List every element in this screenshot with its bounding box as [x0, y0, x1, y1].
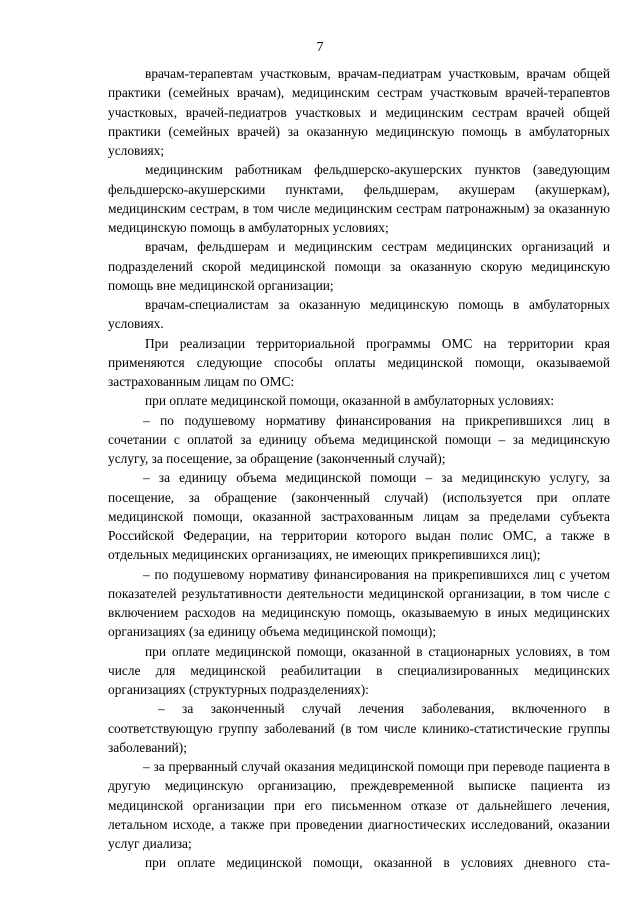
paragraph-feldsher-points: медицинским работникам фельдшерско-акушерских пунктов (заведующим фельдшерско-акушерскими пунктами, фельдшерам, акушерам (акушеркам), медицинским сестрам, в том числе медицинским сестрам патронажным) за оказанную медицинскую помощь в амбулаторных условиях;	[108, 162, 610, 235]
paragraph-inpatient-heading: при оплате медицинской помощи, оказанной в стационарных условиях, в том числе для медицинской реабилитации в специализированных медицинских организациях (структурных подразделениях):	[108, 643, 610, 697]
paragraph-payment-methods-intro: При реализации территориальной программы ОМС на территории края применяются следующие способы оплаты медицинской помощи, оказываемой застрахованным лицам по ОМС:	[108, 335, 610, 389]
list-item-completed-case: – за законченный случай лечения заболевания, включенного в соответствующую группу заболеваний (в том числе клинико-статистические группы заболеваний);	[108, 701, 610, 755]
document-body	[108, 64, 610, 873]
page-number: 7	[316, 40, 324, 55]
list-item-per-capita-combined: – по подушевому нормативу финансирования на прикрепившихся лиц в сочетании с оплатой за единицу объема медицинской помощи – за медицинскую услугу, за посещение, за обращение (законченный случай);	[108, 412, 610, 466]
list-item-per-capita-performance: – по подушевому нормативу финансирования на прикрепившихся лиц с учетом показателей результативности деятельности медицинской организации, в том числе с включением расходов на медицинскую помощь, оказываемую в иных медицинских организациях (за единицу объема медицинской помощи);	[108, 566, 610, 640]
paragraph-doctors-district: врачам-терапевтам участковым, врачам-педиатрам участковым, врачам общей практики (семейных врачам), медицинским сестрам участковым врачей-терапевтов участковых, врачей-педиатров участковых и медицинским сестрам врачей общей практики (семейных врачей) за оказанную медицинскую помощь в амбулаторных условиях;	[108, 66, 610, 158]
list-item-interrupted-case: – за прерванный случай оказания медицинской помощи при переводе пациента в другую медицинскую организацию, преждевременной выписке пациента из медицинской организации при его письменном отказе от дальнейшего лечения, летальном исходе, а также при проведении диагностических исследований, оказании услуг диализа;	[108, 759, 610, 851]
paragraph-outpatient-heading: при оплате медицинской помощи, оказанной в амбулаторных условиях:	[145, 393, 555, 409]
list-item-per-unit-volume: – за единицу объема медицинской помощи – за медицинскую услугу, за посещение, за обращение (законченный случай) (используется при оплате медицинской помощи, оказанной застрахованным лицам за пределами субъекта Российской Федерации, на территории которого выдан полис ОМС, а также в отдельных медицинских организациях, не имеющих прикрепившихся лиц);	[108, 470, 610, 563]
paragraph-day-hospital: при оплате медицинской помощи, оказанной в условиях дневного ста-	[145, 855, 610, 871]
paragraph-specialists: врачам-специалистам за оказанную медицинскую помощь в амбулаторных условиях.	[108, 297, 610, 332]
paragraph-emergency-staff: врачам, фельдшерам и медицинским сестрам медицинских организаций и подразделений скорой медицинской помощи за оказанную скорую медицинскую помощь вне медицинской организации;	[108, 239, 610, 293]
